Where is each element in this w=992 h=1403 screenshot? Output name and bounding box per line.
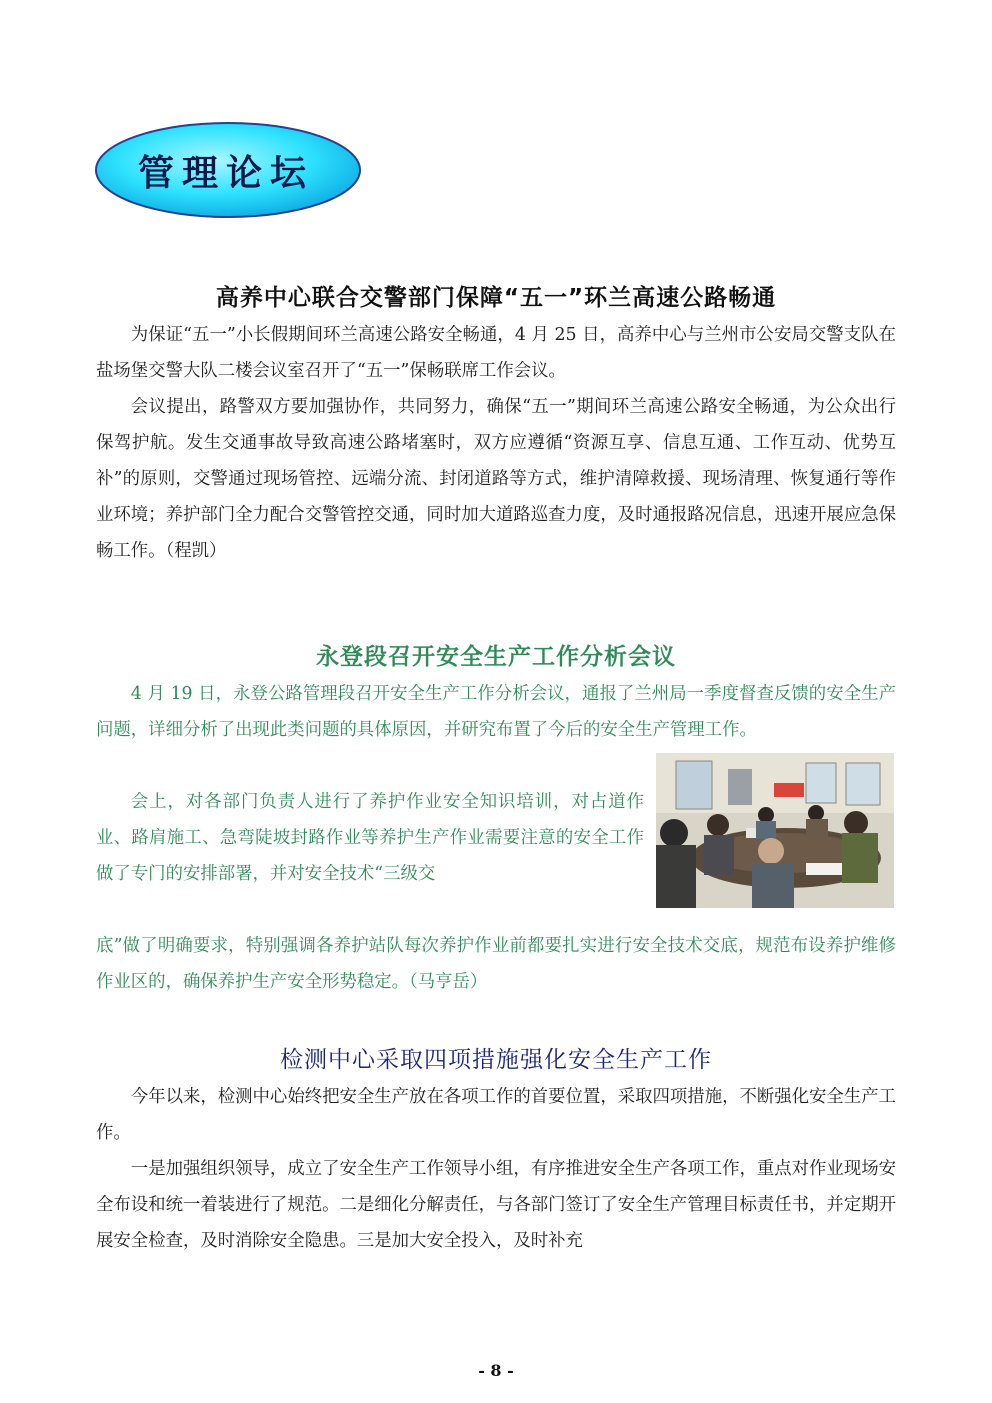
article3-paragraph: 一是加强组织领导，成立了安全生产工作领导小组，有序推进安全生产各项工作，重点对作业现场安全布设和统一着装进行了规范。二是细化分解责任，与各部门签订了安全生产管理目标责任书，并定期开展安全检查，及时消除安全隐患。三是加大安全投入，及时补充 — [96, 1159, 896, 1251]
article1-title: 高养中心联合交警部门保障“五一”环兰高速公路畅通 — [215, 285, 777, 311]
article2-title: 永登段召开安全生产工作分析会议 — [316, 644, 676, 670]
article1-paragraph: 为保证“五一”小长假期间环兰高速公路安全畅通，4 月 25 日，高养中心与兰州市公安局交警支队在盐场堡交警大队二楼会议室召开了“五一”保畅联席工作会议。 — [96, 325, 896, 381]
article2-paragraph: 会上，对各部门负责人进行了养护作业安全知识培训，对占道作业、路肩施工、急弯陡坡封路作业等养护生产作业需要注意的安全工作做了专门的安排部署，并对安全技术“三级交 — [96, 792, 644, 884]
article2-paragraph: 4 月 19 日，永登公路管理段召开安全生产工作分析会议，通报了兰州局一季度督查反馈的安全生产问题，详细分析了出现此类问题的具体原因，并研究布置了今后的安全生产管理工作。 — [96, 684, 896, 740]
article2-paragraph: 底”做了明确要求，特别强调各养护站队每次养护作业前都要扎实进行安全技术交底，规范布设养护维修作业区的，确保养护生产安全形势稳定。（马亨岳） — [96, 936, 896, 992]
article3-title: 检测中心采取四项措施强化安全生产工作 — [280, 1047, 712, 1073]
section-badge-label: 管理论坛 — [137, 152, 314, 194]
article1-paragraph: 会议提出，路警双方要加强协作，共同努力，确保“五一”期间环兰高速公路安全畅通，为公众出行保驾护航。发生交通事故导致高速公路堵塞时，双方应遵循“资源互享、信息互通、工作互动、优势互补”的原则，交警通过现场管控、远端分流、封闭道路等方式，维护清障救援、现场清理、恢复通行等作业环境；养护部门全力配合交警管控交通，同时加大道路巡查力度，及时通报路况信息，迅速开展应急保畅工作。（程凯） — [96, 397, 896, 561]
article3-paragraph: 今年以来，检测中心始终把安全生产放在各项工作的首要位置，采取四项措施，不断强化安全生产工作。 — [96, 1087, 896, 1143]
page-number: - 8 - — [478, 1361, 514, 1380]
section-badge — [94, 118, 366, 222]
meeting-photo — [656, 753, 894, 908]
